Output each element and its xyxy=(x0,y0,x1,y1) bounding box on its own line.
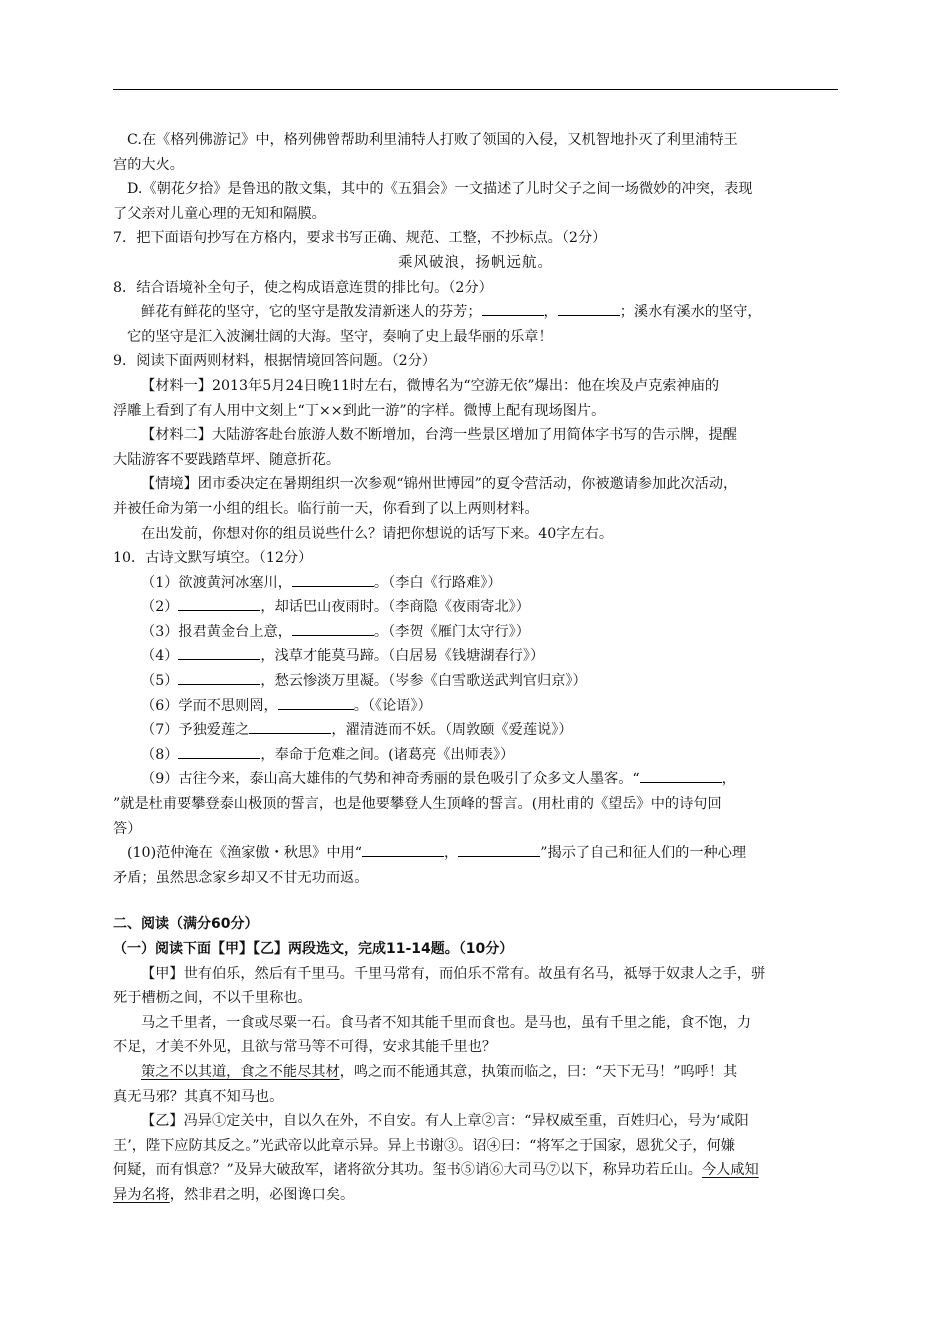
poem-3-blank[interactable] xyxy=(292,620,374,636)
poem-item-8 xyxy=(113,743,838,768)
passage-jia-line2: 死于槽枥之间，不以千里称也。 xyxy=(113,990,312,1007)
passage-jia-line3: 马之千里者，一食或尽粟一石。食马者不知其能千里而食也。是马也，虽有千里之能，食不饱，力 xyxy=(141,1014,752,1031)
poem-2-text: ，却话巴山夜雨时。（李商隐《夜雨寄北》） xyxy=(260,599,530,616)
exam-page xyxy=(113,128,838,1208)
passage-yi-line4 xyxy=(113,1183,838,1208)
poem-item-10 xyxy=(113,841,838,866)
question-8: 8．结合语境补全句子，使之构成语意连贯的排比句。（2分） xyxy=(113,279,493,296)
situation-line2: 并被任命为第一小组的组长。临行前一天，你看到了以上两则材料。 xyxy=(113,500,539,517)
question-8-line1 xyxy=(113,300,838,325)
question-7-copy-text: 乘风破浪，扬帆远航。 xyxy=(398,254,553,271)
underlined-sentence-jia: 策之不以其道，食之不能尽其材 xyxy=(141,1063,340,1080)
poem-1-blank[interactable] xyxy=(292,571,374,587)
poem-9-comma: ， xyxy=(721,771,736,788)
poem-item-10-line2: 矛盾；虽然思念家乡却又不甘无功而返。 xyxy=(113,869,369,886)
poem-2-num: （2） xyxy=(141,599,179,616)
poem-4-num: （4） xyxy=(141,648,179,665)
poem-9-blank-1[interactable] xyxy=(640,767,722,783)
passage-yi-line2: 王’，陛下应防其反之。”光武帝以此章示异。异上书谢③。诏④曰：“将军之于国家，恩犹父子，何嫌 xyxy=(113,1137,735,1154)
poem-item-9-line3: 答） xyxy=(113,820,142,837)
poem-5-num: （5） xyxy=(141,673,179,690)
question-8-line2: 它的坚守是汇入波澜壮阔的大海。坚守，奏响了史上最华丽的乐章！ xyxy=(127,328,553,345)
poem-3-text: （3）报君黄金台上意， xyxy=(141,623,292,640)
poem-item-6 xyxy=(113,694,838,719)
poem-2-blank[interactable] xyxy=(178,595,260,611)
material-2-line1: 【材料二】大陆游客赴台旅游人数不断增加，台湾一些景区增加了用简体字书写的告示牌，提醒 xyxy=(141,427,737,444)
poem-item-2 xyxy=(113,595,838,620)
poem-item-9 xyxy=(113,767,838,792)
poem-1-text: （1）欲渡黄河冰塞川， xyxy=(141,574,292,591)
poem-10-blank-1[interactable] xyxy=(362,841,444,857)
option-d-line1: D.《朝花夕拾》是鲁迅的散文集，其中的《五猖会》一文描述了儿时父子之间一场微妙的冲突，表现 xyxy=(127,181,753,198)
question-10: 10．古诗文默写填空。（12分） xyxy=(113,550,313,567)
poem-7-blank[interactable] xyxy=(249,718,331,734)
passage-jia-line6: 真无马邪？其真不知马也。 xyxy=(113,1088,284,1105)
poem-6-blank[interactable] xyxy=(278,694,354,710)
passage-yi-line4-rest: ，然非君之明，必图谗口矣。 xyxy=(169,1186,355,1203)
poem-8-text: ，奉命于危难之间。(诸葛亮《出师表》） xyxy=(260,746,515,763)
material-1-line2: 浮雕上看到了有人用中文刻上“丁××到此一游”的字样。微博上配有现场图片。 xyxy=(113,402,606,419)
q8-blank-1[interactable] xyxy=(482,300,544,316)
poem-9-text-2: ”就是杜甫要攀登泰山极顶的誓言，也是他要攀登人生顶峰的誓言。(用杜甫的《望岳》中的诗句回 xyxy=(113,796,722,813)
poem-item-9-line2 xyxy=(113,792,838,817)
poem-6-source: 。（《论语》） xyxy=(353,697,432,714)
poem-10-blank-2[interactable] xyxy=(458,841,540,857)
material-1-line1: 【材料一】2013年5月24日晚11时左右，微博名为“空游无依”爆出：他在埃及卢克索神庙的 xyxy=(141,377,720,394)
poem-item-7 xyxy=(113,718,838,743)
option-c-line2: 宫的大火。 xyxy=(113,156,184,173)
poem-4-text: ，浅草才能莫马蹄。（白居易《钱塘湖春行》） xyxy=(260,648,545,665)
passage-jia-line4: 不足，才美不外见，且欲与常马等不可得，安求其能千里也？ xyxy=(113,1039,497,1056)
poem-6-text: （6）学而不思则罔， xyxy=(141,697,278,714)
poem-8-blank[interactable] xyxy=(178,743,260,759)
passage-jia-line5 xyxy=(113,1060,838,1085)
question-7: 7．把下面语句抄写在方格内，要求书写正确、规范、工整，不抄标点。（2分） xyxy=(113,230,607,247)
poem-5-text: ，愁云惨淡万里凝。（岑参《白雪歌送武判官归京》） xyxy=(260,673,587,690)
material-2-line2: 大陆游客不要践踏草坪、随意折花。 xyxy=(113,451,341,468)
underlined-sentence-yi-part1: 今人咸知 xyxy=(701,1162,759,1179)
q8-text-c: ；溪水有溪水的坚守， xyxy=(619,304,762,321)
poem-1-source: 。（李白《行路难》） xyxy=(373,574,502,591)
section-gap xyxy=(113,890,838,912)
section-2-title: 二、阅读（满分60分） xyxy=(113,916,259,933)
subsection-1-title: （一）阅读下面【甲】【乙】两段选文，完成11-14题。（10分） xyxy=(113,941,514,957)
poem-3-source: 。（李贺《雁门太守行》） xyxy=(373,623,530,640)
poem-item-4 xyxy=(113,644,838,669)
poem-5-blank[interactable] xyxy=(178,669,260,685)
poem-7-source: ，濯清涟而不妖。（周敦颐《爱莲说》） xyxy=(331,722,573,739)
header-rule xyxy=(113,89,838,90)
q8-text-a: 鲜花有鲜花的坚守，它的坚守是散发清新迷人的芬芳； xyxy=(141,304,482,321)
poem-4-blank[interactable] xyxy=(178,644,260,660)
passage-yi-line1: 【乙】冯异①定关中，自以久在外，不自安。有人上章②言：“异权威至重，百姓归心，号为‘咸阳 xyxy=(141,1113,749,1130)
q8-blank-2[interactable] xyxy=(558,300,620,316)
poem-item-5 xyxy=(113,669,838,694)
situation-line3: 在出发前，你想对你的组员说些什么？请把你想说的话写下来。40字左右。 xyxy=(141,525,614,542)
poem-10-comma: ， xyxy=(444,845,459,862)
option-d-line2: 了父亲对儿童心理的无知和隔膜。 xyxy=(113,205,326,222)
poem-7-text: （7）予独爱莲之 xyxy=(141,722,250,739)
underlined-sentence-yi-part2: 异为名将 xyxy=(113,1186,170,1203)
situation-line1: 【情境】团市委决定在暑期组织一次参观“锦州世博园”的夏令营活动，你被邀请参加此次活动， xyxy=(141,476,738,493)
passage-yi-line3-text: 何疑，而有惧意？”及异大破敌军，诸将欲分其功。玺书⑤诮⑥大司马⑦以下，称异功若丘山。 xyxy=(113,1162,702,1179)
poem-item-1 xyxy=(113,571,838,596)
passage-jia-line5-rest: ，鸣之而不能通其意，执策而临之，曰：“天下无马！”呜呼！其 xyxy=(339,1063,738,1080)
q8-text-b: ， xyxy=(543,304,558,321)
passage-jia-line1: 【甲】世有伯乐，然后有千里马。千里马常有，而伯乐不常有。故虽有名马，祗辱于奴隶人之手，骈 xyxy=(141,965,766,982)
poem-item-3 xyxy=(113,620,838,645)
question-9: 9．阅读下面两则材料，根据情境回答问题。（2分） xyxy=(113,353,437,370)
option-c-line1: C.在《格列佛游记》中，格列佛曾帮助利里浦特人打败了领国的入侵，又机智地扑灭了利里浦特王 xyxy=(127,132,738,148)
poem-8-num: （8） xyxy=(141,746,179,763)
poem-9-text: （9）古往今来，泰山高大雄伟的气势和神奇秀丽的景色吸引了众多文人墨客。“ xyxy=(141,771,640,788)
poem-10-text: (10)范仲淹在《渔家傲・秋思》中用“ xyxy=(127,845,363,862)
poem-10-text-2: ”揭示了自己和征人们的一种心理 xyxy=(540,845,747,862)
passage-yi-line3 xyxy=(113,1158,838,1183)
